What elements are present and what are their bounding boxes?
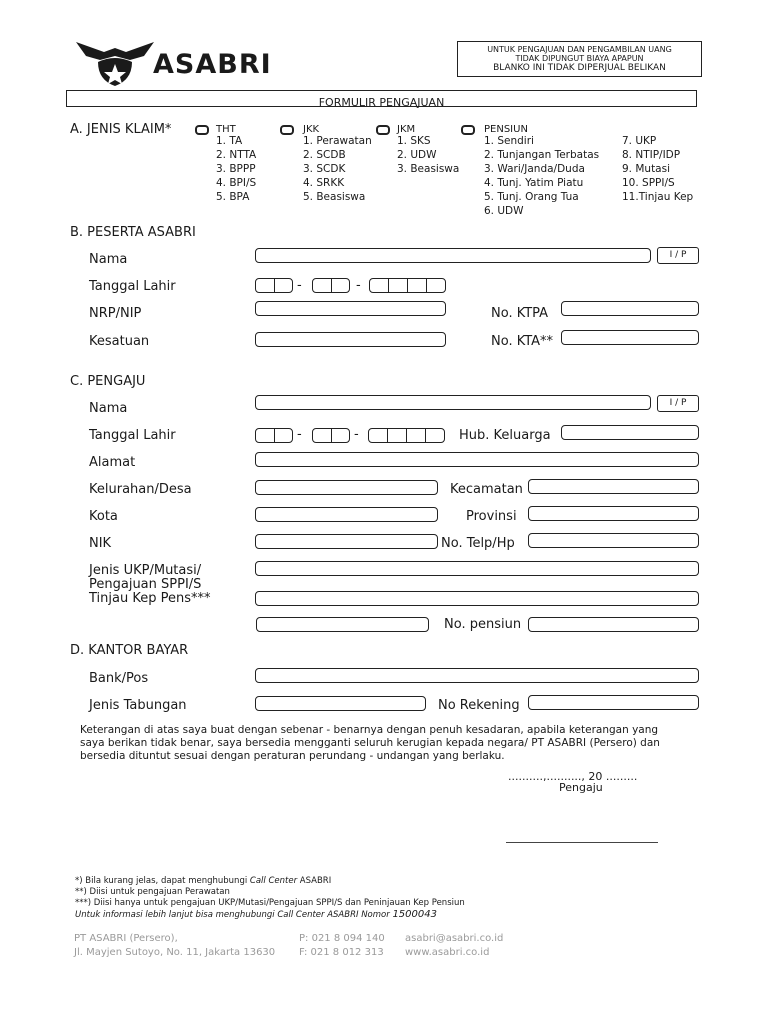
- nama-peserta-field[interactable]: [255, 248, 651, 263]
- jenis-tabungan-field[interactable]: [255, 696, 426, 711]
- tgl-month-pengaju-field[interactable]: [312, 428, 350, 443]
- form-title-box: [66, 90, 697, 107]
- label-jenis-ukp-line-3: Tinjau Kep Pens***: [89, 591, 211, 606]
- group-label-tht: THT: [216, 124, 236, 135]
- claim-option: 3. BPPP: [216, 163, 256, 175]
- section-c-title: C. PENGAJU: [70, 374, 146, 389]
- claim-option: 3. Beasiswa: [397, 163, 460, 175]
- signature-line: [506, 842, 658, 843]
- no-ktpa-field[interactable]: [561, 301, 699, 316]
- claim-option: 2. SCDB: [303, 149, 346, 161]
- footer-address: Jl. Mayjen Sutoyo, No. 11, Jakarta 13630: [74, 947, 276, 958]
- nama-pengaju-field[interactable]: [255, 395, 651, 410]
- label-nama-peserta: Nama: [89, 252, 128, 267]
- label-no-telp: No. Telp/Hp: [441, 536, 515, 551]
- form-title: FORMULIR PENGAJUAN: [318, 96, 445, 109]
- footnote-1-text: *) Bila kurang jelas, dapat menghubungi: [75, 876, 250, 886]
- group-items-tht: [216, 134, 256, 204]
- brand-name: ASABRI: [153, 49, 272, 80]
- label-kesatuan: Kesatuan: [89, 334, 150, 349]
- checkbox-pensiun[interactable]: [461, 125, 475, 135]
- kecamatan-field[interactable]: [528, 479, 699, 494]
- jenis-ukp-field-2[interactable]: [255, 591, 699, 606]
- signature-role: Pengaju: [559, 781, 603, 794]
- label-kelurahan: Kelurahan/Desa: [89, 482, 192, 497]
- claim-option: 5. Beasiswa: [303, 191, 366, 203]
- alamat-field[interactable]: [255, 452, 699, 467]
- claim-option: 1. Perawatan: [303, 135, 372, 147]
- claim-option: 4. BPI/S: [216, 177, 257, 189]
- label-no-pensiun: No. pensiun: [444, 617, 522, 632]
- label-no-kta: No. KTA**: [491, 334, 554, 349]
- kelurahan-field[interactable]: [255, 480, 438, 495]
- claim-option: 3. SCDK: [303, 163, 346, 175]
- group-label-jkm: JKM: [397, 124, 416, 135]
- footnote-2: **) Diisi untuk pengajuan Perawatan: [75, 887, 230, 897]
- label-nrp-nip: NRP/NIP: [89, 306, 142, 321]
- date-separator: -: [297, 427, 302, 442]
- group-label-pensiun: PENSIUN: [484, 124, 528, 135]
- footnote-4-text: Untuk informasi lebih lanjut bisa menghubungi Call Center ASABRI Nomor: [75, 910, 393, 920]
- statement-line: bersedia dituntut sesuai dengan peraturan perundang - undangan yang berlaku.: [80, 750, 505, 762]
- claim-option: 4. SRKK: [303, 177, 345, 189]
- no-rekening-field[interactable]: [528, 695, 699, 710]
- footer-email[interactable]: asabri@asabri.co.id: [405, 933, 504, 944]
- label-nik: NIK: [89, 536, 112, 551]
- claim-option: 5. Tunj. Orang Tua: [484, 191, 579, 203]
- no-pensiun-field[interactable]: [528, 617, 699, 632]
- claim-option: 3. Wari/Janda/Duda: [484, 163, 585, 175]
- footer-company: PT ASABRI (Persero),: [74, 933, 178, 944]
- notice-line-1: UNTUK PENGAJUAN DAN PENGAMBILAN UANG: [487, 45, 672, 54]
- footnote-1-emphasis: Call Center: [249, 876, 298, 886]
- label-provinsi: Provinsi: [466, 509, 517, 524]
- label-tanggal-lahir-pengaju: Tanggal Lahir: [89, 428, 176, 443]
- hub-keluarga-field[interactable]: [561, 425, 699, 440]
- claim-option: 1. SKS: [397, 135, 431, 147]
- statement-line: saya berikan tidak benar, saya bersedia mengganti seluruh kerugian kepada negara/ PT ASABRI (Persero) dan: [80, 737, 660, 749]
- date-separator: -: [297, 278, 302, 293]
- notice-line-2: TIDAK DIPUNGUT BIAYA APAPUN: [515, 54, 644, 63]
- kota-field[interactable]: [255, 507, 438, 522]
- label-jenis-ukp-line-2: Pengajuan SPPI/S: [89, 577, 202, 592]
- group-items-pensiun: [484, 134, 599, 218]
- bank-pos-field[interactable]: [255, 668, 699, 683]
- no-kta-field[interactable]: [561, 330, 699, 345]
- call-center-number: 1500043: [392, 909, 437, 920]
- nik-field[interactable]: [255, 534, 438, 549]
- footnote-3: ***) Diisi hanya untuk pengajuan UKP/Mutasi/Pengajuan SPPI/S dan Peninjauan Kep Pensiun: [75, 898, 465, 908]
- label-jenis-tabungan: Jenis Tabungan: [89, 698, 187, 713]
- signature-date-line: ..........,.........., 20 .........: [508, 770, 638, 783]
- date-separator: -: [356, 278, 361, 293]
- notice-box: [457, 41, 702, 77]
- label-jenis-ukp-line-1: Jenis UKP/Mutasi/: [89, 563, 202, 578]
- claim-option: 9. Mutasi: [622, 163, 671, 175]
- nrp-nip-field[interactable]: [255, 301, 446, 316]
- label-nama-pengaju: Nama: [89, 401, 128, 416]
- claim-option: 7. UKP: [622, 135, 657, 147]
- claim-option: 10. SPPI/S: [622, 177, 675, 189]
- tgl-year-pengaju-field[interactable]: [368, 428, 445, 443]
- group-label-jkk: JKK: [303, 124, 320, 135]
- label-no-ktpa: No. KTPA: [491, 306, 549, 321]
- label-hub-keluarga: Hub. Keluarga: [459, 428, 551, 443]
- label-no-rekening: No Rekening: [438, 698, 520, 713]
- tgl-month-peserta-field[interactable]: [312, 278, 350, 293]
- provinsi-field[interactable]: [528, 506, 699, 521]
- pensiun-extra-field[interactable]: [256, 617, 429, 632]
- label-kecamatan: Kecamatan: [450, 482, 523, 497]
- footer-website[interactable]: www.asabri.co.id: [405, 947, 490, 958]
- section-a-title: A. JENIS KLAIM*: [70, 122, 172, 137]
- asabri-logo: [74, 38, 156, 88]
- date-separator: -: [354, 427, 359, 442]
- claim-option: 6. UDW: [484, 205, 524, 217]
- tgl-day-pengaju-field[interactable]: [255, 428, 293, 443]
- claim-option: 1. TA: [216, 135, 243, 147]
- ip-pengaju-button[interactable]: I / P: [657, 395, 699, 412]
- footnote-1-tail: ASABRI: [297, 876, 332, 886]
- eagle-star-emblem-icon: [74, 38, 156, 88]
- kesatuan-field[interactable]: [255, 332, 446, 347]
- footnote-4: [75, 909, 465, 921]
- jenis-ukp-field-1[interactable]: [255, 561, 699, 576]
- claim-option: 2. UDW: [397, 149, 437, 161]
- ip-peserta-button[interactable]: I / P: [657, 247, 699, 264]
- claim-option: 5. BPA: [216, 191, 250, 203]
- claim-option: 8. NTIP/IDP: [622, 149, 681, 161]
- checkbox-jkm[interactable]: [376, 125, 390, 135]
- label-kota: Kota: [89, 509, 118, 524]
- checkbox-jkk[interactable]: [280, 125, 294, 135]
- statement-line: Keterangan di atas saya buat dengan sebenar - benarnya dengan penuh kesadaran, apabila keterangan yang: [80, 724, 659, 736]
- group-items-pensiun-extra: [622, 134, 693, 204]
- claim-option: 2. NTTA: [216, 149, 257, 161]
- group-items-jkk: [303, 134, 372, 204]
- checkbox-tht[interactable]: [195, 125, 209, 135]
- footer-phone: P: 021 8 094 140: [299, 933, 385, 944]
- claim-option: 11.Tinjau Kep: [622, 191, 694, 203]
- statement-text: [80, 724, 710, 763]
- claim-option: 1. Sendiri: [484, 135, 534, 147]
- label-alamat: Alamat: [89, 455, 136, 470]
- claim-option: 4. Tunj. Yatim Piatu: [484, 177, 584, 189]
- footer-fax: F: 021 8 012 313: [299, 947, 384, 958]
- claim-option: 2. Tunjangan Terbatas: [484, 149, 600, 161]
- label-tanggal-lahir-peserta: Tanggal Lahir: [89, 279, 176, 294]
- label-bank-pos: Bank/Pos: [89, 671, 149, 686]
- footnote-1: [75, 876, 465, 887]
- footnotes: [75, 876, 465, 921]
- tgl-day-peserta-field[interactable]: [255, 278, 293, 293]
- section-d-title: D. KANTOR BAYAR: [70, 643, 189, 658]
- section-b-title: B. PESERTA ASABRI: [70, 225, 196, 240]
- notice-line-3: BLANKO INI TIDAK DIPERJUAL BELIKAN: [493, 63, 666, 73]
- tgl-year-peserta-field[interactable]: [369, 278, 446, 293]
- group-items-jkm: [397, 134, 459, 176]
- no-telp-field[interactable]: [528, 533, 699, 548]
